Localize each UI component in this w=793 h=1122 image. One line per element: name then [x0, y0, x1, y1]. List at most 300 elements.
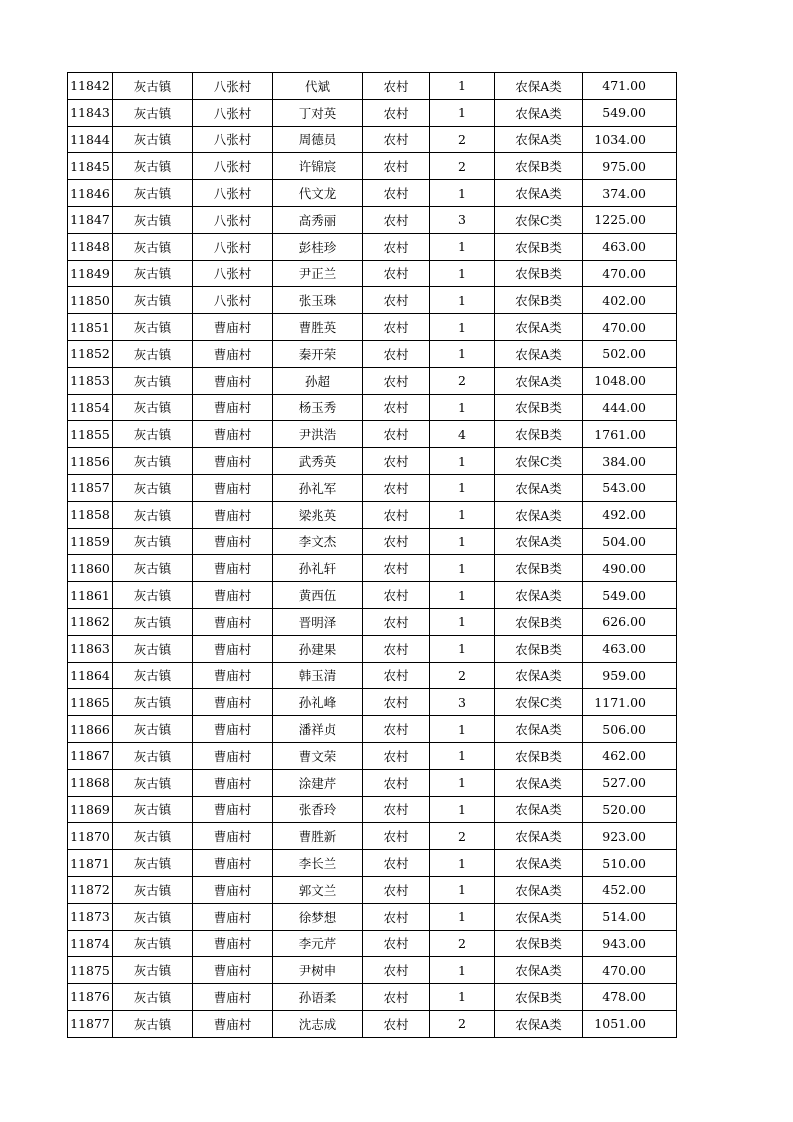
row-number: 11860: [68, 555, 113, 582]
town-cell: 灰古镇: [113, 501, 193, 528]
name-cell: 韩玉清: [273, 662, 363, 689]
household-type-cell: 农村: [363, 823, 430, 850]
town-cell: 灰古镇: [113, 903, 193, 930]
row-number: 11875: [68, 957, 113, 984]
table-row: [68, 742, 677, 769]
town-cell: 灰古镇: [113, 716, 193, 743]
member-count-cell: 1: [430, 716, 495, 743]
insurance-category-cell: 农保A类: [495, 126, 583, 153]
row-number: 11863: [68, 635, 113, 662]
table-row: [68, 314, 677, 341]
name-cell: 曹胜新: [273, 823, 363, 850]
insurance-category-cell: 农保B类: [495, 984, 583, 1011]
name-cell: 张玉珠: [273, 287, 363, 314]
name-cell: 尹树申: [273, 957, 363, 984]
amount-cell: 959.00: [583, 662, 677, 689]
amount-cell: 923.00: [583, 823, 677, 850]
name-cell: 郭文兰: [273, 876, 363, 903]
village-cell: 曹庙村: [193, 903, 273, 930]
household-type-cell: 农村: [363, 99, 430, 126]
household-type-cell: 农村: [363, 608, 430, 635]
amount-cell: 463.00: [583, 233, 677, 260]
amount-cell: 470.00: [583, 957, 677, 984]
member-count-cell: 1: [430, 340, 495, 367]
insurance-category-cell: 农保A类: [495, 367, 583, 394]
amount-cell: 384.00: [583, 448, 677, 475]
insurance-category-cell: 农保B类: [495, 742, 583, 769]
household-type-cell: 农村: [363, 903, 430, 930]
name-cell: 彭桂珍: [273, 233, 363, 260]
household-type-cell: 农村: [363, 394, 430, 421]
household-type-cell: 农村: [363, 206, 430, 233]
village-cell: 曹庙村: [193, 823, 273, 850]
insurance-category-cell: 农保A类: [495, 876, 583, 903]
amount-cell: 504.00: [583, 528, 677, 555]
table-row: [68, 662, 677, 689]
amount-cell: 1225.00: [583, 206, 677, 233]
amount-cell: 1171.00: [583, 689, 677, 716]
amount-cell: 626.00: [583, 608, 677, 635]
name-cell: 孙超: [273, 367, 363, 394]
insurance-category-cell: 农保C类: [495, 206, 583, 233]
row-number: 11873: [68, 903, 113, 930]
amount-cell: 975.00: [583, 153, 677, 180]
name-cell: 孙语柔: [273, 984, 363, 1011]
household-type-cell: 农村: [363, 742, 430, 769]
amount-cell: 444.00: [583, 394, 677, 421]
name-cell: 丁对英: [273, 99, 363, 126]
table-row: [68, 984, 677, 1011]
town-cell: 灰古镇: [113, 608, 193, 635]
member-count-cell: 1: [430, 876, 495, 903]
table-row: [68, 394, 677, 421]
household-type-cell: 农村: [363, 635, 430, 662]
village-cell: 曹庙村: [193, 367, 273, 394]
insurance-category-cell: 农保A类: [495, 850, 583, 877]
row-number: 11856: [68, 448, 113, 475]
household-type-cell: 农村: [363, 769, 430, 796]
name-cell: 徐梦想: [273, 903, 363, 930]
member-count-cell: 1: [430, 582, 495, 609]
insurance-category-cell: 农保B类: [495, 635, 583, 662]
town-cell: 灰古镇: [113, 314, 193, 341]
village-cell: 曹庙村: [193, 876, 273, 903]
town-cell: 灰古镇: [113, 153, 193, 180]
household-type-cell: 农村: [363, 287, 430, 314]
name-cell: 孙礼峰: [273, 689, 363, 716]
village-cell: 曹庙村: [193, 314, 273, 341]
insurance-category-cell: 农保A类: [495, 474, 583, 501]
town-cell: 灰古镇: [113, 73, 193, 100]
table-row: [68, 340, 677, 367]
row-number: 11861: [68, 582, 113, 609]
insurance-category-cell: 农保B类: [495, 555, 583, 582]
table-row: [68, 367, 677, 394]
town-cell: 灰古镇: [113, 206, 193, 233]
insurance-category-cell: 农保A类: [495, 340, 583, 367]
member-count-cell: 1: [430, 742, 495, 769]
row-number: 11857: [68, 474, 113, 501]
row-number: 11876: [68, 984, 113, 1011]
name-cell: 代文龙: [273, 180, 363, 207]
village-cell: 曹庙村: [193, 930, 273, 957]
town-cell: 灰古镇: [113, 823, 193, 850]
insurance-category-cell: 农保A类: [495, 99, 583, 126]
household-type-cell: 农村: [363, 421, 430, 448]
table-row: [68, 1010, 677, 1037]
household-type-cell: 农村: [363, 796, 430, 823]
name-cell: 杨玉秀: [273, 394, 363, 421]
row-number: 11855: [68, 421, 113, 448]
row-number: 11843: [68, 99, 113, 126]
town-cell: 灰古镇: [113, 957, 193, 984]
household-type-cell: 农村: [363, 555, 430, 582]
benefit-table: [67, 72, 677, 1038]
member-count-cell: 3: [430, 689, 495, 716]
member-count-cell: 2: [430, 126, 495, 153]
name-cell: 曹文荣: [273, 742, 363, 769]
village-cell: 曹庙村: [193, 769, 273, 796]
insurance-category-cell: 农保A类: [495, 796, 583, 823]
table-row: [68, 689, 677, 716]
town-cell: 灰古镇: [113, 126, 193, 153]
member-count-cell: 1: [430, 501, 495, 528]
row-number: 11869: [68, 796, 113, 823]
name-cell: 高秀丽: [273, 206, 363, 233]
member-count-cell: 1: [430, 608, 495, 635]
row-number: 11872: [68, 876, 113, 903]
household-type-cell: 农村: [363, 930, 430, 957]
amount-cell: 490.00: [583, 555, 677, 582]
village-cell: 曹庙村: [193, 742, 273, 769]
household-type-cell: 农村: [363, 448, 430, 475]
insurance-category-cell: 农保A类: [495, 1010, 583, 1037]
member-count-cell: 1: [430, 555, 495, 582]
town-cell: 灰古镇: [113, 769, 193, 796]
town-cell: 灰古镇: [113, 421, 193, 448]
town-cell: 灰古镇: [113, 582, 193, 609]
town-cell: 灰古镇: [113, 448, 193, 475]
town-cell: 灰古镇: [113, 340, 193, 367]
table-row: [68, 876, 677, 903]
table-row: [68, 635, 677, 662]
row-number: 11865: [68, 689, 113, 716]
town-cell: 灰古镇: [113, 555, 193, 582]
household-type-cell: 农村: [363, 367, 430, 394]
table-row: [68, 582, 677, 609]
member-count-cell: 1: [430, 850, 495, 877]
village-cell: 八张村: [193, 180, 273, 207]
amount-cell: 470.00: [583, 260, 677, 287]
village-cell: 八张村: [193, 99, 273, 126]
amount-cell: 374.00: [583, 180, 677, 207]
table-row: [68, 716, 677, 743]
village-cell: 曹庙村: [193, 662, 273, 689]
table-row: [68, 126, 677, 153]
insurance-category-cell: 农保A类: [495, 501, 583, 528]
name-cell: 晋明泽: [273, 608, 363, 635]
town-cell: 灰古镇: [113, 689, 193, 716]
table-row: [68, 180, 677, 207]
member-count-cell: 1: [430, 635, 495, 662]
name-cell: 曹胜英: [273, 314, 363, 341]
name-cell: 秦开荣: [273, 340, 363, 367]
village-cell: 曹庙村: [193, 984, 273, 1011]
town-cell: 灰古镇: [113, 876, 193, 903]
row-number: 11849: [68, 260, 113, 287]
table-row: [68, 287, 677, 314]
town-cell: 灰古镇: [113, 474, 193, 501]
household-type-cell: 农村: [363, 850, 430, 877]
member-count-cell: 1: [430, 448, 495, 475]
table-row: [68, 233, 677, 260]
table-row: [68, 796, 677, 823]
row-number: 11867: [68, 742, 113, 769]
household-type-cell: 农村: [363, 153, 430, 180]
insurance-category-cell: 农保B类: [495, 233, 583, 260]
village-cell: 八张村: [193, 73, 273, 100]
row-number: 11842: [68, 73, 113, 100]
row-number: 11844: [68, 126, 113, 153]
row-number: 11870: [68, 823, 113, 850]
table-row: [68, 99, 677, 126]
row-number: 11852: [68, 340, 113, 367]
insurance-category-cell: 农保A类: [495, 528, 583, 555]
amount-cell: 1051.00: [583, 1010, 677, 1037]
amount-cell: 549.00: [583, 582, 677, 609]
member-count-cell: 1: [430, 287, 495, 314]
village-cell: 曹庙村: [193, 635, 273, 662]
town-cell: 灰古镇: [113, 1010, 193, 1037]
town-cell: 灰古镇: [113, 528, 193, 555]
town-cell: 灰古镇: [113, 180, 193, 207]
amount-cell: 943.00: [583, 930, 677, 957]
name-cell: 涂建芹: [273, 769, 363, 796]
town-cell: 灰古镇: [113, 742, 193, 769]
table-row: [68, 555, 677, 582]
table-row: [68, 206, 677, 233]
village-cell: 曹庙村: [193, 716, 273, 743]
town-cell: 灰古镇: [113, 233, 193, 260]
member-count-cell: 1: [430, 180, 495, 207]
insurance-category-cell: 农保A类: [495, 582, 583, 609]
insurance-category-cell: 农保C类: [495, 689, 583, 716]
household-type-cell: 农村: [363, 1010, 430, 1037]
member-count-cell: 1: [430, 233, 495, 260]
name-cell: 武秀英: [273, 448, 363, 475]
town-cell: 灰古镇: [113, 850, 193, 877]
insurance-category-cell: 农保A类: [495, 73, 583, 100]
member-count-cell: 1: [430, 99, 495, 126]
amount-cell: 470.00: [583, 314, 677, 341]
member-count-cell: 1: [430, 957, 495, 984]
insurance-category-cell: 农保B类: [495, 287, 583, 314]
amount-cell: 543.00: [583, 474, 677, 501]
household-type-cell: 农村: [363, 876, 430, 903]
insurance-category-cell: 农保A类: [495, 716, 583, 743]
name-cell: 许锦宸: [273, 153, 363, 180]
member-count-cell: 1: [430, 394, 495, 421]
table-row: [68, 903, 677, 930]
row-number: 11859: [68, 528, 113, 555]
row-number: 11864: [68, 662, 113, 689]
amount-cell: 506.00: [583, 716, 677, 743]
amount-cell: 462.00: [583, 742, 677, 769]
member-count-cell: 1: [430, 769, 495, 796]
town-cell: 灰古镇: [113, 394, 193, 421]
name-cell: 孙建果: [273, 635, 363, 662]
village-cell: 曹庙村: [193, 555, 273, 582]
village-cell: 曹庙村: [193, 850, 273, 877]
town-cell: 灰古镇: [113, 930, 193, 957]
insurance-category-cell: 农保B类: [495, 153, 583, 180]
name-cell: 孙礼轩: [273, 555, 363, 582]
member-count-cell: 2: [430, 1010, 495, 1037]
member-count-cell: 1: [430, 474, 495, 501]
table-row: [68, 528, 677, 555]
amount-cell: 452.00: [583, 876, 677, 903]
member-count-cell: 1: [430, 73, 495, 100]
name-cell: 李元芹: [273, 930, 363, 957]
amount-cell: 492.00: [583, 501, 677, 528]
household-type-cell: 农村: [363, 984, 430, 1011]
amount-cell: 502.00: [583, 340, 677, 367]
insurance-category-cell: 农保A类: [495, 769, 583, 796]
amount-cell: 1761.00: [583, 421, 677, 448]
amount-cell: 478.00: [583, 984, 677, 1011]
table-row: [68, 957, 677, 984]
member-count-cell: 2: [430, 367, 495, 394]
village-cell: 曹庙村: [193, 796, 273, 823]
row-number: 11874: [68, 930, 113, 957]
household-type-cell: 农村: [363, 716, 430, 743]
member-count-cell: 1: [430, 314, 495, 341]
village-cell: 曹庙村: [193, 501, 273, 528]
table-row: [68, 73, 677, 100]
household-type-cell: 农村: [363, 957, 430, 984]
town-cell: 灰古镇: [113, 635, 193, 662]
village-cell: 曹庙村: [193, 1010, 273, 1037]
member-count-cell: 1: [430, 528, 495, 555]
village-cell: 曹庙村: [193, 528, 273, 555]
name-cell: 黄西伍: [273, 582, 363, 609]
table-row: [68, 850, 677, 877]
household-type-cell: 农村: [363, 474, 430, 501]
table-row: [68, 448, 677, 475]
insurance-category-cell: 农保B类: [495, 421, 583, 448]
household-type-cell: 农村: [363, 314, 430, 341]
town-cell: 灰古镇: [113, 662, 193, 689]
row-number: 11845: [68, 153, 113, 180]
household-type-cell: 农村: [363, 501, 430, 528]
village-cell: 八张村: [193, 153, 273, 180]
amount-cell: 520.00: [583, 796, 677, 823]
town-cell: 灰古镇: [113, 99, 193, 126]
name-cell: 尹正兰: [273, 260, 363, 287]
row-number: 11853: [68, 367, 113, 394]
household-type-cell: 农村: [363, 180, 430, 207]
name-cell: 沈志成: [273, 1010, 363, 1037]
row-number: 11854: [68, 394, 113, 421]
village-cell: 曹庙村: [193, 689, 273, 716]
name-cell: 代斌: [273, 73, 363, 100]
household-type-cell: 农村: [363, 260, 430, 287]
household-type-cell: 农村: [363, 528, 430, 555]
household-type-cell: 农村: [363, 689, 430, 716]
row-number: 11877: [68, 1010, 113, 1037]
member-count-cell: 2: [430, 153, 495, 180]
village-cell: 八张村: [193, 233, 273, 260]
row-number: 11858: [68, 501, 113, 528]
insurance-category-cell: 农保A类: [495, 662, 583, 689]
household-type-cell: 农村: [363, 582, 430, 609]
row-number: 11851: [68, 314, 113, 341]
member-count-cell: 4: [430, 421, 495, 448]
name-cell: 周德员: [273, 126, 363, 153]
name-cell: 潘祥贞: [273, 716, 363, 743]
village-cell: 曹庙村: [193, 394, 273, 421]
row-number: 11850: [68, 287, 113, 314]
insurance-category-cell: 农保B类: [495, 394, 583, 421]
table-row: [68, 501, 677, 528]
village-cell: 八张村: [193, 260, 273, 287]
table-row: [68, 474, 677, 501]
village-cell: 曹庙村: [193, 340, 273, 367]
town-cell: 灰古镇: [113, 260, 193, 287]
insurance-category-cell: 农保A类: [495, 180, 583, 207]
insurance-category-cell: 农保C类: [495, 448, 583, 475]
town-cell: 灰古镇: [113, 287, 193, 314]
table-row: [68, 608, 677, 635]
name-cell: 尹洪浩: [273, 421, 363, 448]
village-cell: 八张村: [193, 126, 273, 153]
member-count-cell: 2: [430, 662, 495, 689]
row-number: 11846: [68, 180, 113, 207]
insurance-category-cell: 农保B类: [495, 608, 583, 635]
insurance-category-cell: 农保B类: [495, 260, 583, 287]
table-row: [68, 153, 677, 180]
row-number: 11862: [68, 608, 113, 635]
insurance-category-cell: 农保A类: [495, 314, 583, 341]
town-cell: 灰古镇: [113, 367, 193, 394]
household-type-cell: 农村: [363, 126, 430, 153]
town-cell: 灰古镇: [113, 984, 193, 1011]
row-number: 11871: [68, 850, 113, 877]
member-count-cell: 1: [430, 796, 495, 823]
member-count-cell: 1: [430, 984, 495, 1011]
table-row: [68, 421, 677, 448]
amount-cell: 510.00: [583, 850, 677, 877]
amount-cell: 1034.00: [583, 126, 677, 153]
village-cell: 曹庙村: [193, 448, 273, 475]
insurance-category-cell: 农保B类: [495, 930, 583, 957]
amount-cell: 527.00: [583, 769, 677, 796]
amount-cell: 463.00: [583, 635, 677, 662]
row-number: 11847: [68, 206, 113, 233]
row-number: 11866: [68, 716, 113, 743]
amount-cell: 402.00: [583, 287, 677, 314]
row-number: 11868: [68, 769, 113, 796]
household-type-cell: 农村: [363, 662, 430, 689]
village-cell: 曹庙村: [193, 421, 273, 448]
household-type-cell: 农村: [363, 73, 430, 100]
member-count-cell: 2: [430, 930, 495, 957]
table-row: [68, 769, 677, 796]
table-row: [68, 823, 677, 850]
insurance-category-cell: 农保A类: [495, 957, 583, 984]
insurance-category-cell: 农保A类: [495, 823, 583, 850]
household-type-cell: 农村: [363, 340, 430, 367]
